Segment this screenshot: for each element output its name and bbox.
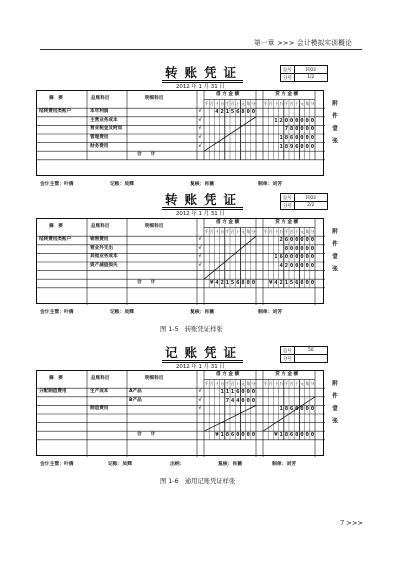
v2-row-general-account: 资产减值损失 <box>90 263 118 268</box>
v1-row-check: √ <box>198 109 202 115</box>
v2-credit-digit: 0 <box>310 237 315 244</box>
v3-unit-debit: 百 <box>210 380 214 386</box>
v2-total-credit-digit: 6 <box>295 280 299 287</box>
v3-unit-credit: 百 <box>289 380 294 386</box>
v3-unit-credit: 十 <box>274 380 278 386</box>
v2-row-general-account: 营业外支出 <box>90 245 113 251</box>
v1-unit-debit: 分 <box>251 100 256 106</box>
v3-total-credit-digit: ¥ <box>274 432 278 439</box>
v1-row-summary: 结转费用类账户 <box>39 109 72 115</box>
v2-row-summary: 结转费用类账户 <box>39 237 72 243</box>
v1-credit-digit: 0 <box>305 143 309 150</box>
v3-row-general-account: 生产成本 <box>90 389 109 395</box>
running-header: 第一章 >>> 会计模拟实训概论 <box>254 39 353 47</box>
v2-credit-digit: 4 <box>279 263 283 269</box>
v1-unit-credit: 百 <box>289 100 294 106</box>
v1-unit-credit: 十 <box>295 100 299 106</box>
v2-credit-digit: 0 <box>289 263 294 269</box>
v2-unit-debit: 元 <box>241 228 245 234</box>
v3-debit-digit: 0 <box>246 389 250 396</box>
v3-unit-debit: 元 <box>241 380 245 386</box>
v3-unit-debit: 十 <box>215 380 219 386</box>
v2-credit-digit: 6 <box>284 237 289 244</box>
v3-unit-credit: 分 <box>310 380 315 386</box>
v3-total-credit-digit: 6 <box>289 432 294 439</box>
v3-head-detail-account: 明细科目 <box>145 376 164 382</box>
v1-debit-digit: 0 <box>246 109 250 116</box>
v1-credit-digit: 0 <box>289 117 294 124</box>
v1-credit-digit: 1 <box>279 135 283 141</box>
v1-credit-digit: 0 <box>295 135 299 141</box>
v3-total-credit-digit: 1 <box>279 432 283 439</box>
v1-unit-credit: 万 <box>279 100 284 106</box>
v1-row-general-account: 营业税金及附加 <box>90 126 123 132</box>
v2-date: 2012 年 1 月 31 日 <box>176 211 225 217</box>
v2-credit-digit: 0 <box>305 245 309 252</box>
v2-total-credit-digit: 0 <box>305 280 309 287</box>
v3-unit-debit: 万 <box>220 380 225 386</box>
v1-credit-digit: 9 <box>289 143 294 150</box>
v1-debit-digit: 1 <box>225 109 230 116</box>
figure-caption-1-5: 图 1-5 转账凭证样张 <box>160 326 223 333</box>
v1-row-general-account: 财务费用 <box>90 143 109 149</box>
v1-unit-debit: 万 <box>220 100 225 106</box>
v3-sub-label: 分号 <box>281 355 295 363</box>
v1-no: 转03 <box>294 66 327 74</box>
v2-total-credit-digit: 8 <box>300 280 304 287</box>
v3-debit-digit: 0 <box>251 397 256 404</box>
v2-no-label: 总号 <box>281 194 295 202</box>
v1-unit-debit: 角 <box>246 100 251 106</box>
v1-credit-digit: 0 <box>310 117 315 124</box>
v2-total-debit-digit: 0 <box>251 280 256 287</box>
v2-footer-maker: 制单：刘芳 <box>258 310 282 315</box>
v3-total-debit-digit: 0 <box>241 432 245 439</box>
v2-row-check: √ <box>198 237 202 243</box>
v3-debit-digit: 0 <box>246 397 250 404</box>
v1-credit-digit: 0 <box>305 135 309 141</box>
v1-unit-debit: 百 <box>230 100 235 106</box>
v2-head-summary: 摘 要 <box>49 224 63 230</box>
v1-footer-bookkeeper: 记账：吴辉 <box>110 182 134 187</box>
v2-credit-digit: 0 <box>300 237 304 244</box>
v2-head-detail-account: 明细科目 <box>145 224 164 230</box>
v3-unit-debit: 分 <box>251 380 256 386</box>
v2-title: 转账凭证 <box>162 193 243 210</box>
figure-caption-1-6: 图 1-6 通用记账凭证样张 <box>160 478 236 485</box>
v1-unit-credit: 十 <box>274 100 278 106</box>
v3-head-general-account: 总账科目 <box>91 376 110 382</box>
v3-attachment-note: 附件壹张 <box>331 380 337 431</box>
v3-unit-debit: 千 <box>225 380 230 386</box>
v2-credit-digit: 6 <box>279 254 283 261</box>
v1-unit-debit: 元 <box>241 100 245 106</box>
v2-footer-bookkeeper: 记账：吴辉 <box>110 310 134 315</box>
v1-date: 2012 年 1 月 31 日 <box>176 84 225 90</box>
v2-row-check: √ <box>198 254 202 260</box>
v1-footer-reviewer: 复核：肖薇 <box>190 182 214 187</box>
v2-credit-digit: 0 <box>289 254 294 261</box>
header-rule <box>40 49 362 50</box>
v3-total-debit-digit: ¥ <box>215 432 219 439</box>
v2-credit-digit: 0 <box>305 254 309 261</box>
v1-unit-credit: 元 <box>300 100 304 106</box>
v3-number-box <box>280 346 328 363</box>
v3-head-summary: 摘 要 <box>49 376 63 382</box>
v2-attachment-note: 附件壹张 <box>331 228 337 279</box>
v1-credit-digit: 1 <box>279 143 283 150</box>
v1-row-general-account: 主营业务成本 <box>90 117 118 123</box>
v2-head-debit: 借 方 金 额 <box>216 220 240 225</box>
v2-head-credit: 贷 方 金 额 <box>275 220 299 225</box>
v2-unit-debit: 十 <box>215 228 219 234</box>
v1-row-check: √ <box>198 126 202 132</box>
v1-credit-digit: 8 <box>284 143 289 150</box>
v1-credit-digit: 1 <box>274 117 278 124</box>
v3-footer-cashier: 出纳： <box>170 462 185 467</box>
v3-row-check: √ <box>198 389 202 395</box>
v1-sub: 1/2 <box>294 74 327 82</box>
v2-credit-digit: 1 <box>274 254 278 261</box>
v3-row-detail-account: B产品 <box>129 397 142 403</box>
v2-unit-debit: 分 <box>251 228 256 234</box>
v1-row-check: √ <box>198 117 202 123</box>
v2-sub-label: 分号 <box>281 202 295 210</box>
v2-credit-digit: 2 <box>279 237 283 244</box>
v2-voucher-table <box>36 218 324 304</box>
v1-footer-maker: 制单：刘芳 <box>258 182 282 187</box>
v1-row-check: √ <box>198 143 202 149</box>
page-number: 7 >>> <box>340 519 363 527</box>
v2-credit-digit: 0 <box>295 263 299 269</box>
v3-debit-digit: 0 <box>241 397 245 404</box>
v1-head-detail-account: 明细科目 <box>145 96 164 102</box>
v3-debit-digit: 0 <box>251 389 256 396</box>
v3-unit-debit: 十 <box>236 380 240 386</box>
v3-credit-digit: 1 <box>279 406 283 413</box>
v2-total-credit-digit: ¥ <box>269 280 273 287</box>
v2-total-debit-digit: 5 <box>230 280 235 287</box>
v2-credit-digit: 0 <box>284 254 289 261</box>
v2-row-check: √ <box>198 245 202 251</box>
v3-credit-digit: 0 <box>295 406 299 413</box>
v1-unit-credit: 千 <box>284 100 289 106</box>
v1-credit-digit: 0 <box>310 143 315 150</box>
v2-total-credit-digit: 1 <box>284 280 289 287</box>
v2-credit-digit: 0 <box>289 245 294 252</box>
v2-footer-reviewer: 复核：肖薇 <box>190 310 214 315</box>
v3-debit-digit: 1 <box>230 389 235 396</box>
v2-unit-credit: 千 <box>263 228 268 234</box>
v2-unit-debit: 万 <box>220 228 225 234</box>
v3-unit-credit: 角 <box>305 380 310 386</box>
v1-credit-digit: 7 <box>284 126 289 133</box>
v3-credit-digit: 0 <box>300 406 304 413</box>
v2-total-debit-digit: 6 <box>236 280 240 287</box>
v3-credit-digit: 0 <box>305 406 309 413</box>
v2-row-general-account: 销售费用 <box>90 237 109 243</box>
v3-debit-digit: 4 <box>236 397 240 404</box>
v2-credit-digit: 2 <box>284 263 289 269</box>
v2-row-general-account: 其他业务成本 <box>90 254 118 260</box>
v3-debit-digit: 7 <box>225 397 230 404</box>
v1-credit-digit: 0 <box>310 126 315 133</box>
v1-credit-digit: 0 <box>284 117 289 124</box>
v3-credit-digit: 6 <box>289 406 294 413</box>
v3-credit-digit: 8 <box>284 406 289 413</box>
v3-head-credit: 贷 方 金 额 <box>275 372 299 377</box>
v2-unit-credit: 千 <box>284 228 289 234</box>
v1-sub-label: 分号 <box>281 74 295 82</box>
v1-debit-digit: 5 <box>230 109 235 116</box>
v3-unit-credit: 十 <box>295 380 299 386</box>
v1-unit-debit: 十 <box>236 100 240 106</box>
v1-credit-digit: 6 <box>289 135 294 141</box>
v1-head-credit: 贷 方 金 额 <box>275 92 299 97</box>
v2-head-general-account: 总账科目 <box>91 224 110 230</box>
v3-unit-debit: 千 <box>204 380 209 386</box>
v1-unit-debit: 十 <box>215 100 219 106</box>
v3-total-credit-digit: 0 <box>310 432 315 439</box>
v2-total-label: 合 计 <box>137 280 156 286</box>
v1-credit-digit: 0 <box>305 117 309 124</box>
v3-unit-credit: 万 <box>279 380 284 386</box>
v1-debit-digit: 0 <box>251 109 256 116</box>
v3-total-debit-digit: 1 <box>220 432 224 439</box>
v2-unit-credit: 分 <box>310 228 315 234</box>
v1-title: 转账凭证 <box>162 66 243 83</box>
v2-unit-debit: 百 <box>230 228 235 234</box>
v2-unit-debit: 千 <box>225 228 230 234</box>
v3-total-credit-digit: 8 <box>284 432 289 439</box>
v3-debit-digit: 4 <box>230 397 235 404</box>
v1-head-summary: 摘 要 <box>49 96 63 102</box>
v2-unit-credit: 十 <box>295 228 299 234</box>
v3-unit-credit: 千 <box>284 380 289 386</box>
v1-credit-digit: 0 <box>300 135 304 141</box>
v1-credit-digit: 2 <box>279 117 283 124</box>
v1-unit-credit: 分 <box>310 100 315 106</box>
v2-total-debit-digit: 4 <box>215 280 219 287</box>
v1-head-general-account: 总账科目 <box>91 96 110 102</box>
v1-debit-digit: 6 <box>236 109 240 116</box>
v1-head-debit: 借 方 金 额 <box>216 92 240 97</box>
v2-credit-digit: 0 <box>300 254 304 261</box>
v1-row-general-account: 本年利润 <box>90 109 109 115</box>
v1-attachment-note: 附件壹张 <box>331 100 337 151</box>
v2-total-debit-digit: 1 <box>225 280 230 287</box>
v2-total-credit-digit: 5 <box>289 280 294 287</box>
v2-credit-digit: 0 <box>295 254 299 261</box>
v2-unit-debit: 十 <box>236 228 240 234</box>
v3-row-detail-account: A产品 <box>129 389 142 395</box>
v2-credit-digit: 0 <box>289 237 294 244</box>
v3-total-label: 合 计 <box>137 432 156 438</box>
v2-unit-credit: 万 <box>279 228 284 234</box>
v2-unit-credit: 角 <box>305 228 310 234</box>
v1-total-label: 合 计 <box>137 152 156 158</box>
v3-total-credit-digit: 0 <box>305 432 309 439</box>
v1-credit-digit: 0 <box>300 126 304 133</box>
v3-total-credit-digit: 0 <box>300 432 304 439</box>
v1-credit-digit: 0 <box>310 135 315 141</box>
v2-credit-digit: 0 <box>295 237 299 244</box>
v3-no: 50 <box>294 347 327 355</box>
v1-debit-digit: 4 <box>215 109 219 116</box>
v2-total-debit-digit: ¥ <box>210 280 214 287</box>
v1-credit-digit: 0 <box>295 117 299 124</box>
v2-credit-digit: 0 <box>300 245 304 252</box>
v3-row-check: √ <box>198 406 202 412</box>
v1-credit-digit: 6 <box>295 143 299 150</box>
v2-total-credit-digit: 2 <box>279 280 283 287</box>
v2-credit-digit: 0 <box>305 263 309 269</box>
v3-total-debit-digit: 0 <box>251 432 256 439</box>
v3-total-debit-digit: 6 <box>230 432 235 439</box>
v3-credit-digit: 0 <box>310 406 315 413</box>
v3-row-check: √ <box>198 397 202 403</box>
v3-no-label: 总号 <box>281 347 295 355</box>
v2-no: 转03 <box>294 194 327 202</box>
v3-row-general-account: 制造费用 <box>90 406 109 412</box>
v2-credit-digit: 0 <box>310 254 315 261</box>
v3-footer-bookkeeper: 记账：吴辉 <box>108 462 132 467</box>
v2-credit-digit: 0 <box>295 245 299 252</box>
v2-total-debit-digit: 0 <box>246 280 250 287</box>
v1-credit-digit: 0 <box>305 126 309 133</box>
v2-unit-credit: 元 <box>300 228 304 234</box>
v3-footer-manager: 会计主管：叶倩 <box>40 462 74 467</box>
v1-credit-digit: 8 <box>289 126 294 133</box>
v1-credit-digit: 0 <box>300 117 304 124</box>
v2-unit-credit: 百 <box>269 228 273 234</box>
v3-debit-digit: 1 <box>225 389 230 396</box>
v2-credit-digit: 0 <box>310 263 315 269</box>
v2-total-credit-digit: 4 <box>274 280 278 287</box>
v2-unit-debit: 千 <box>204 228 209 234</box>
v1-debit-digit: 8 <box>241 109 245 116</box>
v3-head-debit: 借 方 金 额 <box>216 372 240 377</box>
v2-unit-debit: 角 <box>246 228 251 234</box>
v3-voucher-table <box>36 370 324 456</box>
v3-footer-maker: 制单：刘芳 <box>272 462 296 467</box>
v2-credit-digit: 8 <box>284 245 289 252</box>
v1-credit-digit: 0 <box>300 143 304 150</box>
v1-footer-manager: 会计主管：叶倩 <box>40 182 74 187</box>
v2-credit-digit: 0 <box>310 245 315 252</box>
v3-date: 2012 年 1 月 31 日 <box>176 364 225 370</box>
v1-row-check: √ <box>198 135 202 140</box>
v2-total-credit-digit: 0 <box>310 280 315 287</box>
v1-credit-digit: 8 <box>284 135 289 141</box>
v3-sub <box>294 355 327 363</box>
v2-total-debit-digit: 8 <box>241 280 245 287</box>
v2-unit-credit: 十 <box>274 228 278 234</box>
v3-total-debit-digit: 8 <box>225 432 230 439</box>
v3-unit-credit: 元 <box>300 380 304 386</box>
v2-total-debit-digit: 2 <box>220 280 224 287</box>
v2-number-box <box>280 193 328 210</box>
v3-debit-digit: 0 <box>241 389 245 396</box>
v1-row-general-account: 管理费用 <box>90 135 109 140</box>
v1-debit-digit: 2 <box>220 109 224 116</box>
v3-unit-debit: 百 <box>230 380 235 386</box>
v3-unit-credit: 百 <box>269 380 273 386</box>
v3-debit-digit: 6 <box>236 389 240 396</box>
v1-unit-credit: 千 <box>263 100 268 106</box>
v2-credit-digit: 0 <box>300 263 304 269</box>
v1-unit-debit: 千 <box>204 100 209 106</box>
v3-title: 记账凭证 <box>162 346 243 363</box>
v1-voucher-table <box>36 90 324 176</box>
v2-footer-manager: 会计主管：叶倩 <box>40 310 74 315</box>
v2-sub: 2/2 <box>294 202 327 210</box>
v3-unit-debit: 角 <box>246 380 251 386</box>
v3-unit-credit: 千 <box>263 380 268 386</box>
v1-unit-debit: 百 <box>210 100 214 106</box>
v3-total-credit-digit: 0 <box>295 432 299 439</box>
v1-unit-credit: 角 <box>305 100 310 106</box>
v2-row-check: √ <box>198 263 202 268</box>
v2-credit-digit: 0 <box>305 237 309 244</box>
v2-unit-debit: 百 <box>210 228 214 234</box>
v1-number-box <box>280 65 328 82</box>
v3-total-debit-digit: 0 <box>246 432 250 439</box>
v1-no-label: 总号 <box>281 66 295 74</box>
v3-debit-digit: 1 <box>220 389 224 396</box>
v3-total-debit-digit: 0 <box>236 432 240 439</box>
v1-unit-debit: 千 <box>225 100 230 106</box>
v2-unit-credit: 百 <box>289 228 294 234</box>
v3-row-summary: 分配制造费用 <box>39 389 67 395</box>
v3-footer-reviewer: 复核：肖薇 <box>218 462 242 467</box>
v1-credit-digit: 0 <box>295 126 299 133</box>
v1-unit-credit: 百 <box>269 100 273 106</box>
